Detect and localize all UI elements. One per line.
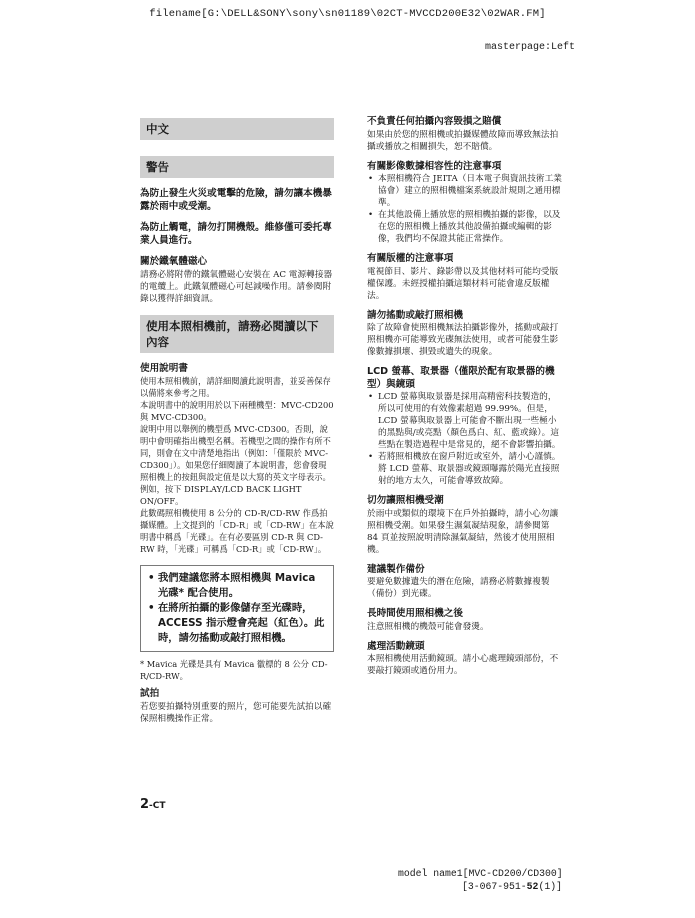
section-title: 有關影像數據相容性的注意事項 bbox=[367, 160, 502, 172]
list-item: • 本照相機符合 JEITA（日本電子與資訊技術工業協會）建立的照相機檔案系統設計規則之通用標準。 bbox=[367, 173, 562, 209]
recommendation-box bbox=[140, 565, 334, 652]
section-body: 如果由於您的照相機或拍攝媒體故障而導致無法拍攝或播放之相關損失，恕不賠償。 bbox=[367, 129, 559, 152]
section-title: 不負責任何拍攝內容毀損之賠償 bbox=[367, 116, 502, 127]
ferrite-core-title: 關於鐵氧體磁心 bbox=[140, 256, 208, 267]
section-title: LCD 螢幕、取景器（僅限於配有取景器的機型）與鏡頭 bbox=[367, 366, 555, 390]
filename-header: filename[G:\DELL&SONY\sony\sn01189\02CT-MVCCD200E32\02WAR.FM] bbox=[149, 8, 546, 20]
manual-para-2: 本說明書中的說明用於以下兩種機型：MVC-CD200 與 MVC-CD300。 bbox=[140, 400, 334, 422]
section-title: 有關版權的注意事項 bbox=[367, 253, 454, 264]
section-title: 長時間使用照相機之後 bbox=[367, 608, 463, 619]
right-column bbox=[367, 116, 562, 677]
manual-para-3: 說明中用以舉例的機型爲 MVC-CD300。否則，說明中會明確指出機型名稱。若機型之間的操作有所不同，則會在文中清楚地指出（例如：「僅限於 MVC-CD300」）。如果您仔細閱讀了本說明書，您會發現照相機上的按鈕與設定值是以大寫的英文字母表示。 bbox=[140, 424, 331, 482]
warning-fire: 為防止發生火災或電擊的危險，請勿讓本機暴露於雨中或受潮。 bbox=[140, 188, 332, 212]
section-body: 除了故障會使照相機無法拍攝影像外，搖動或敲打照相機亦可能導致光碟無法使用，或者可能發生影像數據損壞、損毀或遺失的現象。 bbox=[367, 323, 559, 357]
page-number: 2-CT bbox=[140, 797, 166, 812]
section-body: 本照相機使用活動鏡頭。請小心處理鏡頭部份，不要敲打鏡頭或過份用力。 bbox=[367, 654, 559, 676]
recommendation-item: • 在將所拍攝的影像儲存至光碟時，ACCESS 指示燈會亮起（紅色）。此時，請勿搖動或敲打照相機。 bbox=[147, 601, 327, 646]
part-number-footer: [3-067-951-52(1)] bbox=[462, 881, 562, 892]
recommendation-item: • 我們建議您將本照相機與 Mavica 光碟* 配合使用。 bbox=[147, 571, 327, 601]
ferrite-core-body: 請務必將附帶的鐵氧體磁心安裝在 AC 電源轉接器的電纜上。此鐵氧體磁心可起減噪作用。請參閱附錄以獲得詳細資訊。 bbox=[140, 269, 333, 304]
manual-para-5: 此數碼照相機使用 8 公分的 CD-R/CD-RW 作爲拍攝媒體。上文提到的「CD-R」或「CD-RW」在本說明書中稱爲「光碟」。在有必要區別 CD-R 與 CD-RW 時，「光碟」可稱爲「CD-R」或「CD-RW」。 bbox=[140, 508, 334, 554]
footnote: * Mavica 光碟是具有 Mavica 徽標的 8 公分 CD-R/CD-RW。 bbox=[140, 659, 328, 681]
trial-title: 試拍 bbox=[140, 688, 160, 699]
section-body: 電視節目、影片、錄影帶以及其他材料可能均受版權保護。未經授權拍攝這類材料可能會違反版權法。 bbox=[367, 266, 559, 301]
section-body: 於雨中或類似的環境下在戶外拍攝時，請小心勿讓照相機受潮。如果發生濕氣凝結現象，請參閱第 84 頁並按照說明清除濕氣凝結，然後才使用照相機。 bbox=[367, 508, 559, 555]
model-name-footer: model name1[MVC-CD200/CD300] bbox=[398, 868, 563, 879]
list-item: • LCD 螢幕與取景器是採用高精密科技製造的，所以可使用的有效像素超過 99.99%。但是，LCD 螢幕與取景器上可能會不斷出現一些極小的黑點與/或亮點（顏色爲白、紅、藍或綠）。這些點在製造過程中是常見的，絕不會影響拍攝。 bbox=[367, 391, 562, 451]
language-heading: 中文 bbox=[140, 118, 334, 140]
lcd-list bbox=[367, 391, 562, 487]
manual-para-4: 例如，按下 DISPLAY/LCD BACK LIGHT ON/OFF。 bbox=[140, 484, 302, 506]
manual-para-1: 使用本照相機前，請詳細閱讀此說明書，並妥善保存以備將來參考之用。 bbox=[140, 376, 331, 398]
section-title: 請勿搖動或敲打照相機 bbox=[367, 309, 463, 321]
section-body: 要避免數據遺失的潛在危險，請務必將數據複製（備份）到光碟。 bbox=[367, 577, 550, 599]
section-title: 處理活動鏡頭 bbox=[367, 640, 425, 652]
section-body: 注意照相機的機殼可能會發燙。 bbox=[367, 621, 489, 632]
trial-body: 若您要拍攝特別重要的照片，您可能要先試拍以確保照相機操作正常。 bbox=[140, 701, 332, 724]
left-column bbox=[140, 118, 334, 725]
masterpage-label: masterpage:Left bbox=[484, 42, 575, 53]
compat-list bbox=[367, 173, 562, 245]
warning-heading: 警告 bbox=[140, 156, 334, 178]
manual-title: 使用說明書 bbox=[140, 362, 188, 374]
section-title: 切勿讓照相機受潮 bbox=[367, 495, 444, 506]
read-before-use-heading: 使用本照相機前，請務必閱讀以下內容 bbox=[140, 315, 334, 353]
section-title: 建議製作備份 bbox=[367, 563, 425, 575]
warning-shock: 為防止觸電，請勿打開機殼。維修僅可委托專業人員進行。 bbox=[140, 222, 332, 246]
list-item: • 在其他設備上播放您的照相機拍攝的影像，以及在您的照相機上播放其他設備拍攝或編輯的影像，我們均不保證其能正常操作。 bbox=[367, 209, 562, 245]
list-item: • 若將照相機放在窗戶附近或室外，請小心謹慎。將 LCD 螢幕、取景器或鏡頭曝露於陽光直接照射的地方太久，可能會導致故障。 bbox=[367, 451, 562, 487]
